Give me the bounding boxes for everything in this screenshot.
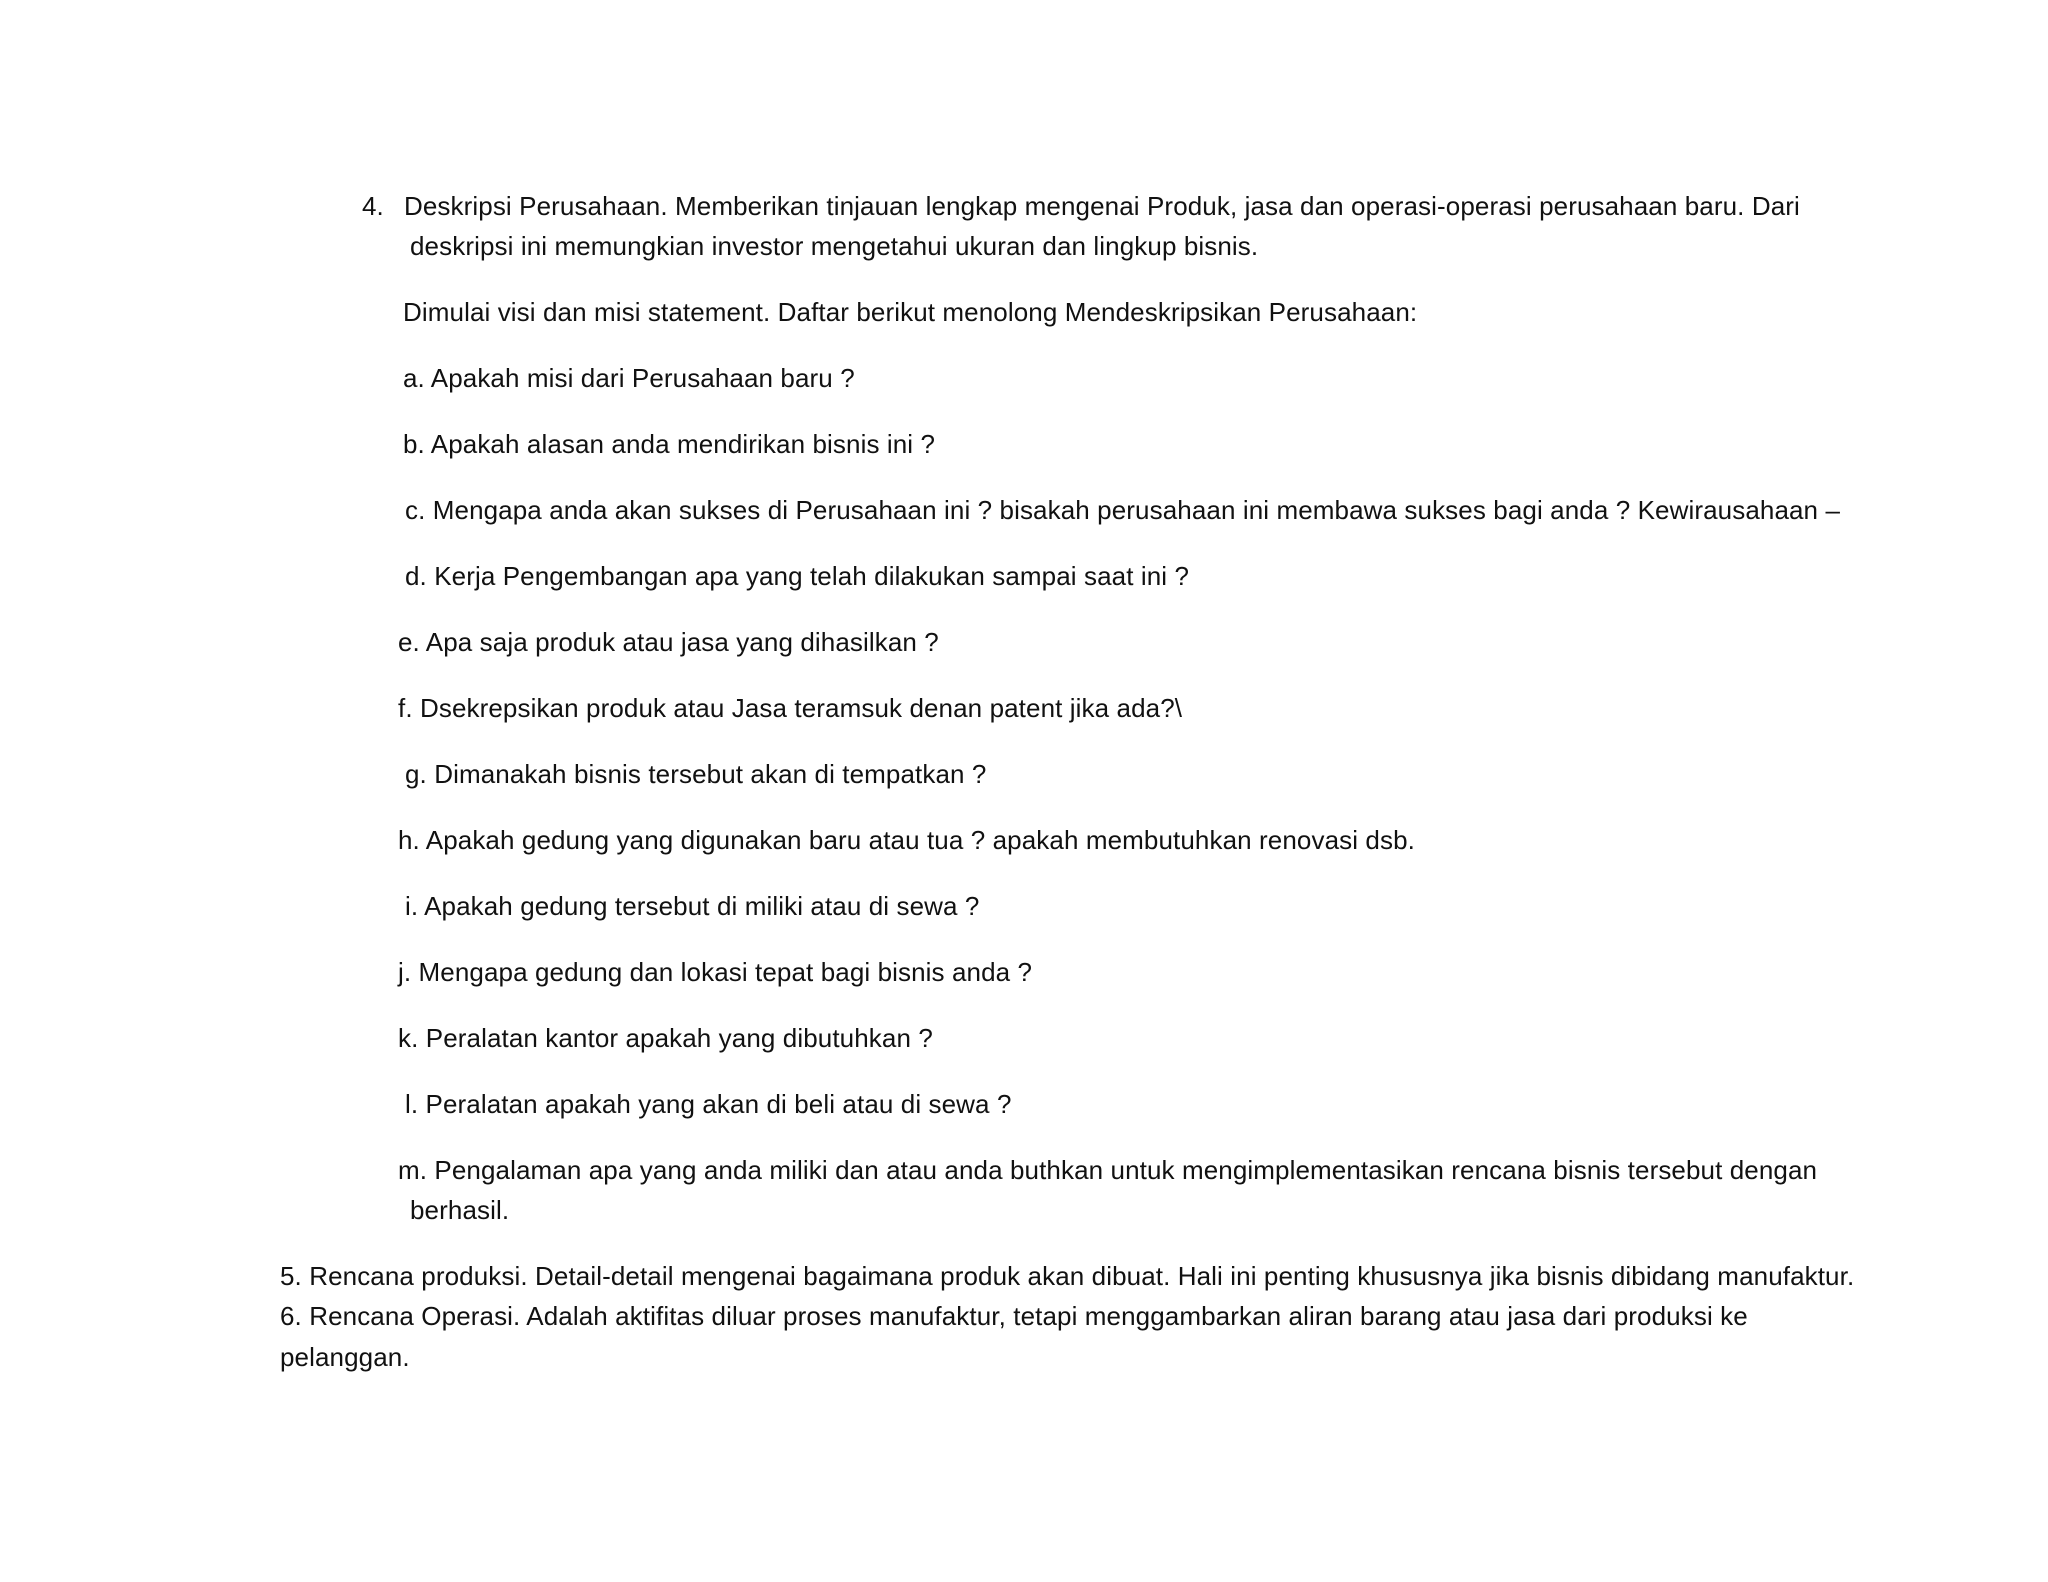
item-4-intro: Dimulai visi dan misi statement. Daftar berikut menolong Mendeskripsikan Perusahaan: [403,297,1418,327]
question-f: f. Dsekrepsikan produk atau Jasa teramsuk denan patent jika ada?\ [398,693,1183,723]
item-4-line-2: deskripsi ini memungkian investor mengetahui ukuran dan lingkup bisnis. [410,231,1259,261]
question-a: a. Apakah misi dari Perusahaan baru ? [403,363,855,393]
question-k: k. Peralatan kantor apakah yang dibutuhkan ? [398,1023,933,1053]
question-e: e. Apa saja produk atau jasa yang dihasilkan ? [398,627,939,657]
item-4-text: Deskripsi Perusahaan. Memberikan tinjauan lengkap mengenai Produk, jasa dan operasi-operasi perusahaan baru. Dari [404,191,1800,221]
question-g: g. Dimanakah bisnis tersebut akan di tempatkan ? [405,759,987,789]
question-d: d. Kerja Pengembangan apa yang telah dilakukan sampai saat ini ? [405,561,1190,591]
item-4-line-1 [362,190,1800,222]
question-h: h. Apakah gedung yang digunakan baru atau tua ? apakah membutuhkan renovasi dsb. [398,825,1415,855]
question-j: j. Mengapa gedung dan lokasi tepat bagi bisnis anda ? [398,957,1033,987]
question-c: c. Mengapa anda akan sukses di Perusahaan ini ? bisakah perusahaan ini membawa sukses bagi anda ? Kewirausahaan – [405,495,1841,525]
question-b: b. Apakah alasan anda mendirikan bisnis ini ? [403,429,936,459]
question-i: i. Apakah gedung tersebut di miliki atau di sewa ? [405,891,980,921]
item-5: 5. Rencana produksi. Detail-detail mengenai bagaimana produk akan dibuat. Hali ini penting khususnya jika bisnis dibidang manufaktur. [280,1261,1855,1291]
question-m-line-2: berhasil. [410,1195,510,1225]
item-4-number: 4. [362,191,384,221]
question-l: l. Peralatan apakah yang akan di beli atau di sewa ? [405,1089,1012,1119]
question-m-line-1: m. Pengalaman apa yang anda miliki dan atau anda buthkan untuk mengimplementasikan rencana bisnis tersebut dengan [398,1155,1818,1185]
item-6-line-1: 6. Rencana Operasi. Adalah aktifitas diluar proses manufaktur, tetapi menggambarkan aliran barang atau jasa dari produksi ke [280,1301,1748,1331]
item-6-line-2: pelanggan. [280,1342,410,1372]
